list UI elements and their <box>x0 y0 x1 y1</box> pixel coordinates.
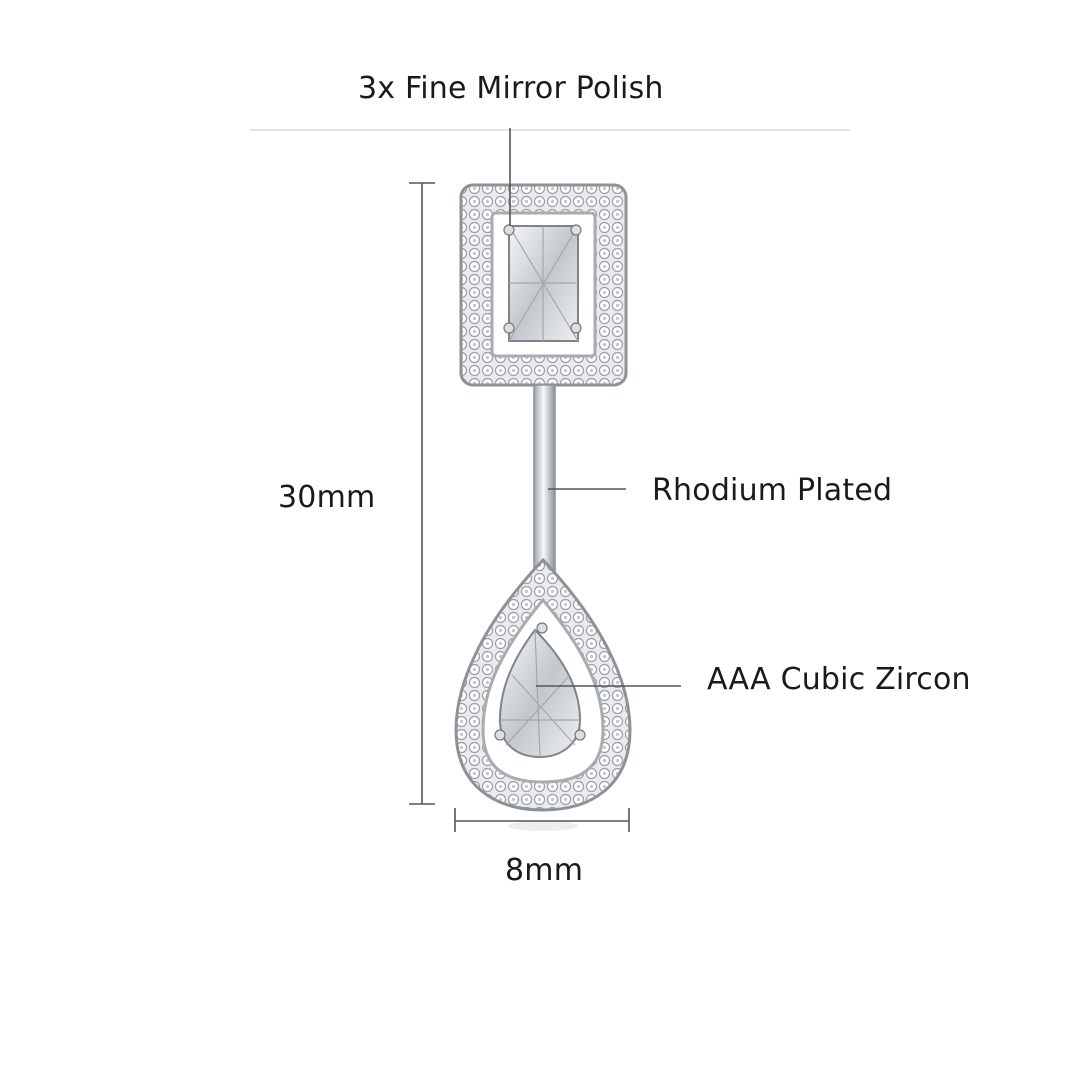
polish-annotation: 3x Fine Mirror Polish <box>358 71 664 106</box>
height-dimension-line <box>409 183 435 804</box>
width-dimension-label: 8mm <box>505 853 584 888</box>
barbell-bar <box>534 385 555 585</box>
teardrop-setting <box>456 560 630 831</box>
top-rectangle-setting <box>461 185 626 385</box>
stone-annotation: AAA Cubic Zircon <box>707 662 971 697</box>
height-dimension-label: 30mm <box>278 480 376 515</box>
plating-annotation: Rhodium Plated <box>652 473 893 508</box>
